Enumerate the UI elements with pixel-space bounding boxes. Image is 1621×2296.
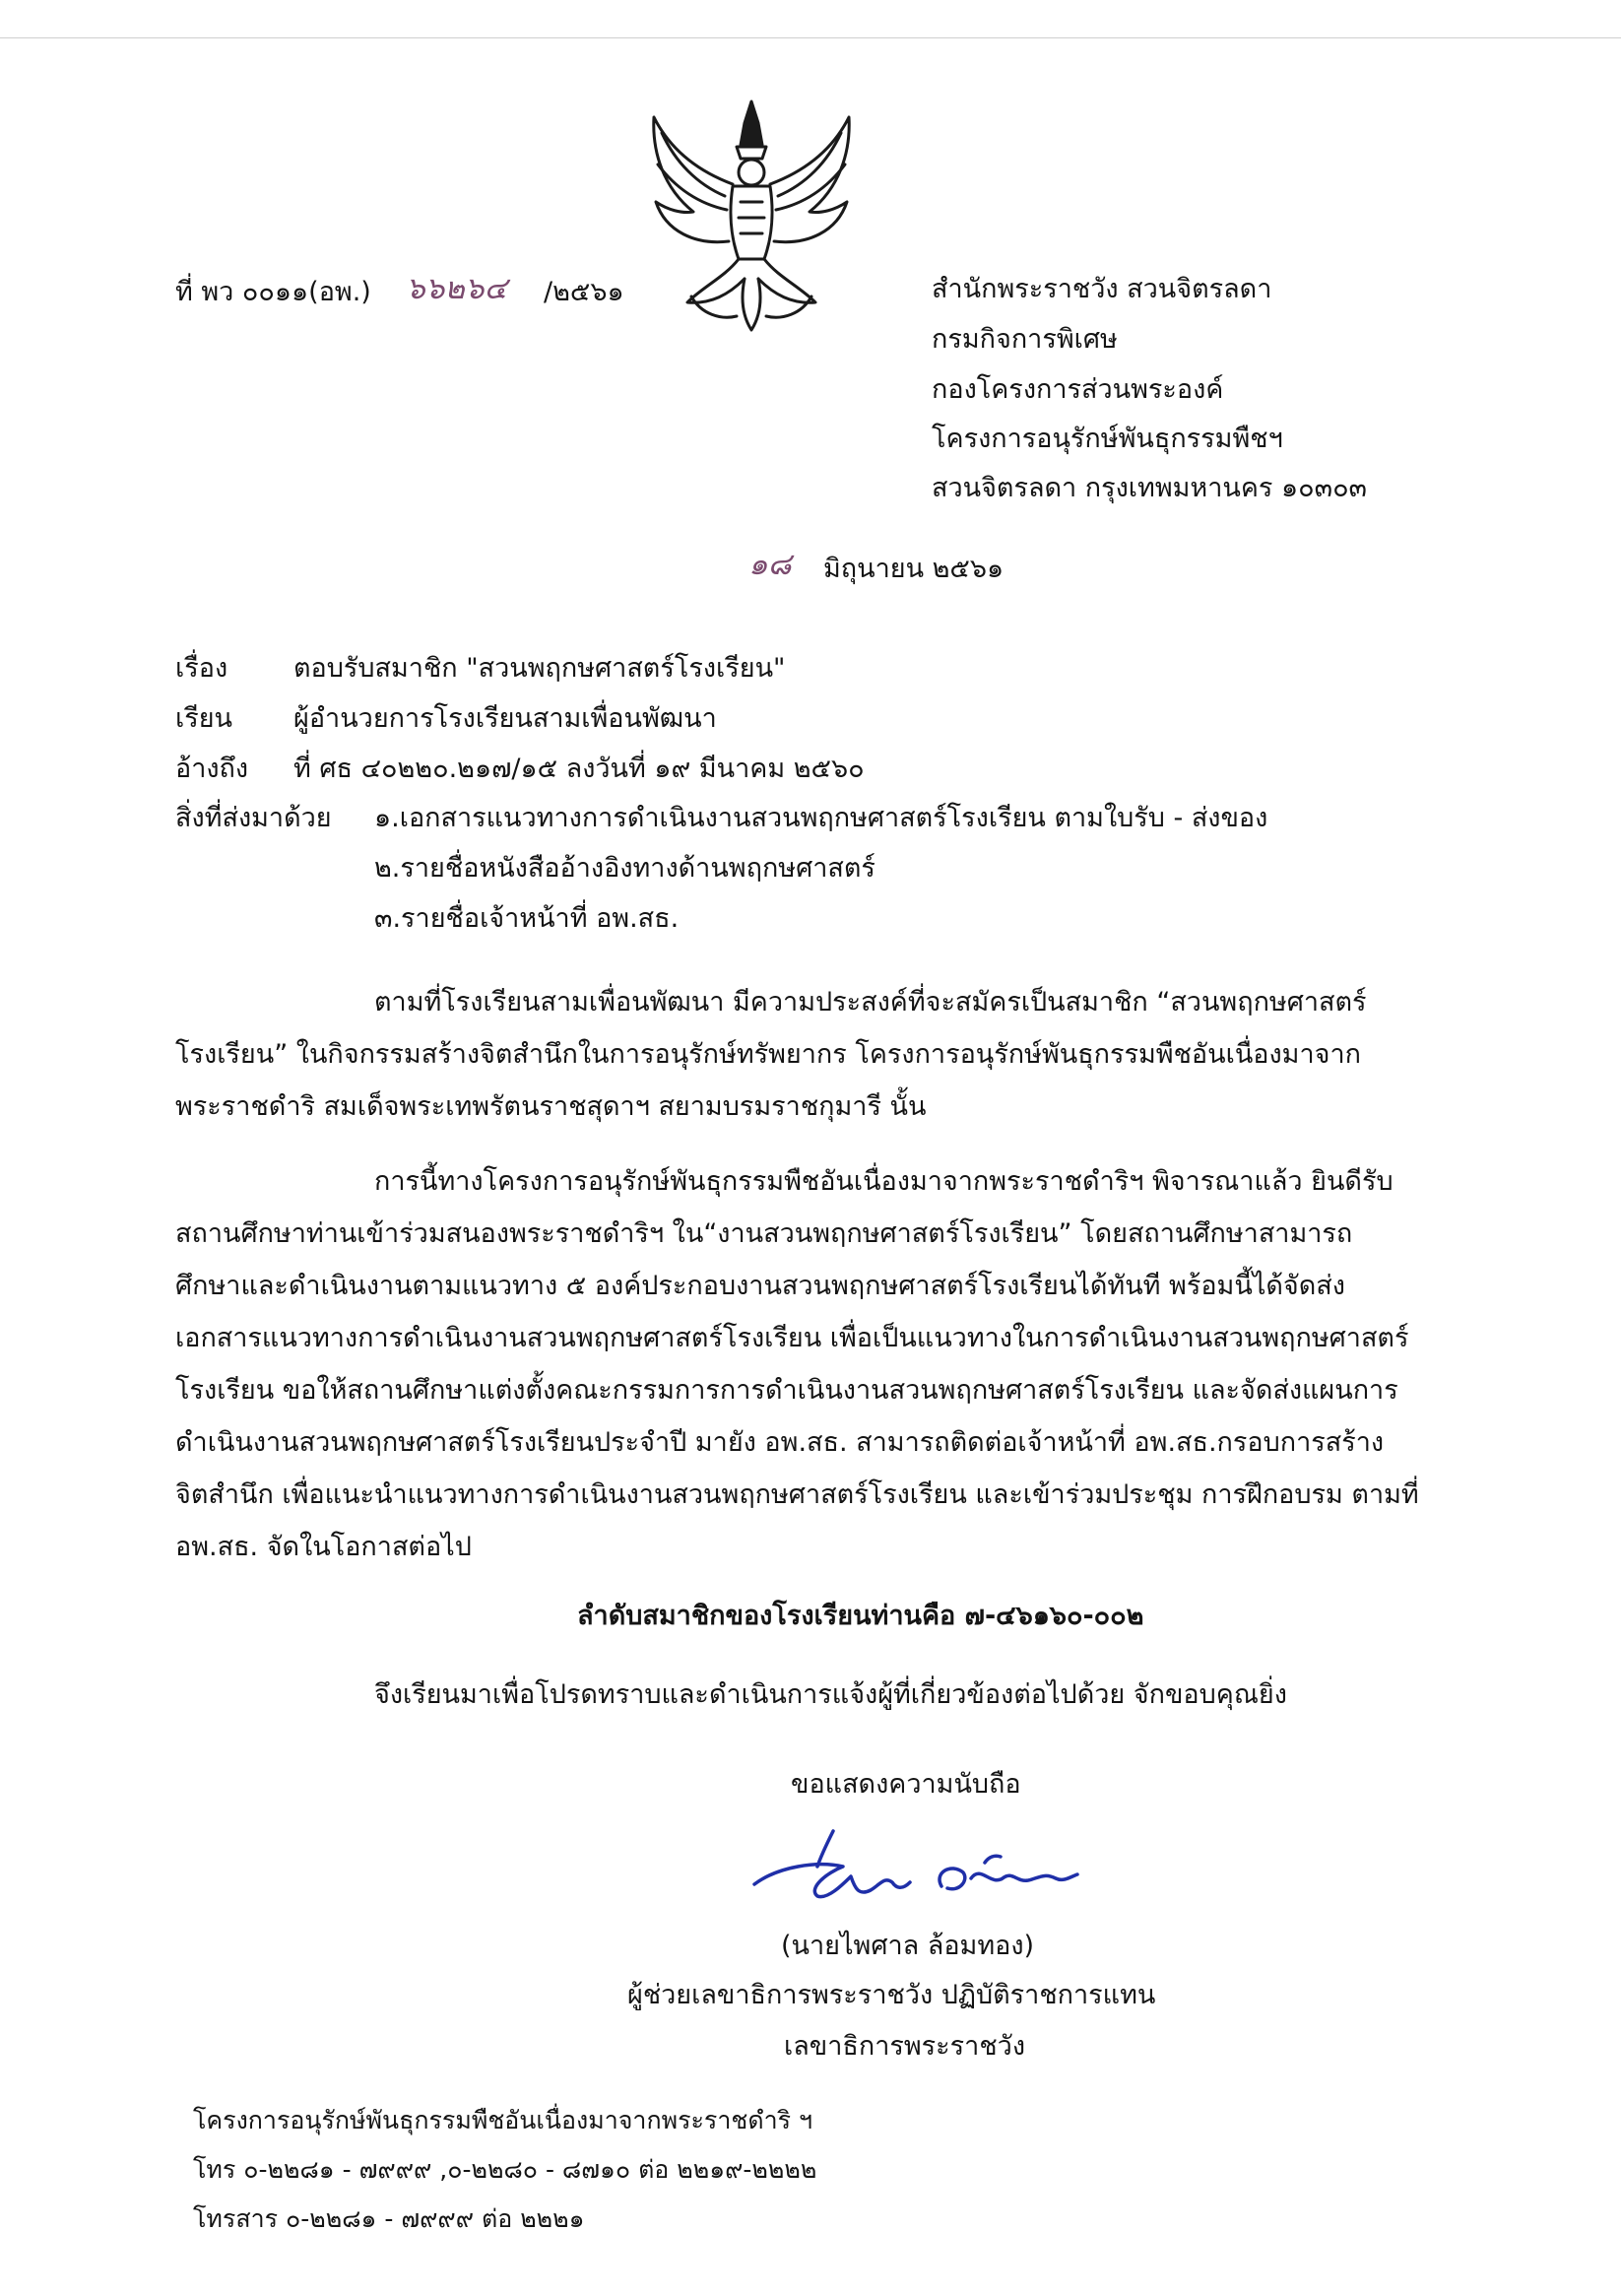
paragraph-1-line: โรงเรียน” ในกิจกรรมสร้างจิตสำนึกในการอนุรักษ์ทรัพยากร โครงการอนุรักษ์พันธุกรรมพืชอันเนื่องมาจาก: [175, 1039, 1361, 1070]
date-day-handwritten: ๑๘: [748, 547, 792, 582]
paragraph-2-line: ศึกษาและดำเนินงานตามแนวทาง ๕ องค์ประกอบงานสวนพฤกษศาสตร์โรงเรียนได้ทันที พร้อมนี้ได้จัดส่ง: [175, 1271, 1345, 1301]
reference-year: /๒๕๖๑: [544, 277, 624, 307]
reference-number-handwritten: ๖๖๒๖๔: [406, 271, 507, 306]
footer-fax: โทรสาร ๐-๒๒๘๑ - ๗๙๙๙ ต่อ ๒๒๒๑: [193, 2204, 585, 2233]
footer-organization: โครงการอนุรักษ์พันธุกรรมพืชอันเนื่องมาจากพระราชดำริ ฯ: [193, 2106, 813, 2134]
enclosure-label: สิ่งที่ส่งมาด้วย: [175, 803, 332, 833]
to-value: ผู้อำนวยการโรงเรียนสามเพื่อนพัฒนา: [293, 703, 717, 734]
date-month-year: มิถุนายน ๒๕๖๑: [823, 554, 1005, 584]
handwritten-signature: [748, 1827, 1083, 1906]
paragraph-2-line: จิตสำนึก เพื่อแนะนำแนวทางการดำเนินงานสวนพฤกษศาสตร์โรงเรียน และเข้าร่วมประชุม การฝึกอบรม ตามที่: [175, 1479, 1419, 1510]
sender-line-3: กองโครงการส่วนพระองค์: [932, 374, 1224, 405]
sender-line-1: สำนักพระราชวัง สวนจิตรลดา: [932, 274, 1272, 304]
sender-line-5: สวนจิตรลดา กรุงเทพมหานคร ๑๐๓๐๓: [932, 473, 1368, 503]
enclosure-item-2: ๒.รายชื่อหนังสืออ้างอิงทางด้านพฤกษศาสตร์: [374, 853, 875, 884]
scan-edge-line: [0, 37, 1621, 38]
reference-value: ที่ ศธ ๔๐๒๒๐.๒๑๗/๑๕ ลงวันที่ ๑๙ มีนาคม ๒๕๖๐: [293, 754, 865, 784]
sender-line-2: กรมกิจการพิเศษ: [932, 324, 1118, 355]
paragraph-1-line: พระราชดำริ สมเด็จพระเทพรัตนราชสุดาฯ สยามบรมราชกุมารี นั้น: [175, 1091, 927, 1122]
subject-value: ตอบรับสมาชิก "สวนพฤกษศาสตร์โรงเรียน": [293, 653, 786, 684]
paragraph-2-line: การนี้ทางโครงการอนุรักษ์พันธุกรรมพืชอันเนื่องมาจากพระราชดำริฯ พิจารณาแล้ว ยินดีรับ: [374, 1166, 1394, 1197]
salutation: ขอแสดงความนับถือ: [791, 1769, 1021, 1800]
footer-phone: โทร ๐-๒๒๘๑ - ๗๙๙๙ ,๐-๒๒๘๐ - ๘๗๑๐ ต่อ ๒๒๑๙-๒๒๒๒: [193, 2155, 817, 2184]
signatory-position-line-2: เลขาธิการพระราชวัง: [784, 2031, 1026, 2062]
reference-prefix: ที่ พว ๐๐๑๑(อพ.): [175, 277, 371, 307]
paragraph-2-line: อพ.สธ. จัดในโอกาสต่อไป: [175, 1532, 472, 1562]
paragraph-2-line: โรงเรียน ขอให้สถานศึกษาแต่งตั้งคณะกรรมการการดำเนินงานสวนพฤกษศาสตร์โรงเรียน และจัดส่งแผนการ: [175, 1375, 1398, 1406]
member-number-line: ลำดับสมาชิกของโรงเรียนท่านคือ ๗-๔๖๑๖๐-๐๐๒: [577, 1601, 1144, 1631]
garuda-emblem-icon: [642, 94, 861, 336]
paragraph-2-line: เอกสารแนวทางการดำเนินงานสวนพฤกษศาสตร์โรงเรียน เพื่อเป็นแนวทางในการดำเนินงานสวนพฤกษศาสตร์: [175, 1323, 1409, 1353]
paragraph-1-line: ตามที่โรงเรียนสามเพื่อนพัฒนา มีความประสงค์ที่จะสมัครเป็นสมาชิก “สวนพฤกษศาสตร์: [374, 987, 1367, 1017]
subject-label: เรื่อง: [175, 653, 228, 684]
enclosure-item-1: ๑.เอกสารแนวทางการดำเนินงานสวนพฤกษศาสตร์โรงเรียน ตามใบรับ - ส่งของ: [374, 803, 1268, 833]
signatory-position-line-1: ผู้ช่วยเลขาธิการพระราชวัง ปฏิบัติราชการแทน: [627, 1980, 1156, 2010]
sender-line-4: โครงการอนุรักษ์พันธุกรรมพืชฯ: [932, 424, 1283, 454]
paragraph-2-line: ดำเนินงานสวนพฤกษศาสตร์โรงเรียนประจำปี มายัง อพ.สธ. สามารถติดต่อเจ้าหน้าที่ อพ.สธ.กรอบการสร้าง: [175, 1427, 1385, 1458]
paragraph-2-line: สถานศึกษาท่านเข้าร่วมสนองพระราชดำริฯ ใน“งานสวนพฤกษศาสตร์โรงเรียน” โดยสถานศึกษาสามารถ: [175, 1218, 1353, 1249]
enclosure-item-3: ๓.รายชื่อเจ้าหน้าที่ อพ.สธ.: [374, 903, 680, 934]
signatory-name: (นายไพศาล ล้อมทอง): [781, 1931, 1035, 1961]
to-label: เรียน: [175, 703, 233, 734]
reference-label: อ้างถึง: [175, 754, 249, 784]
closing-request: จึงเรียนมาเพื่อโปรดทราบและดำเนินการแจ้งผู้ที่เกี่ยวข้องต่อไปด้วย จักขอบคุณยิ่ง: [374, 1679, 1287, 1710]
